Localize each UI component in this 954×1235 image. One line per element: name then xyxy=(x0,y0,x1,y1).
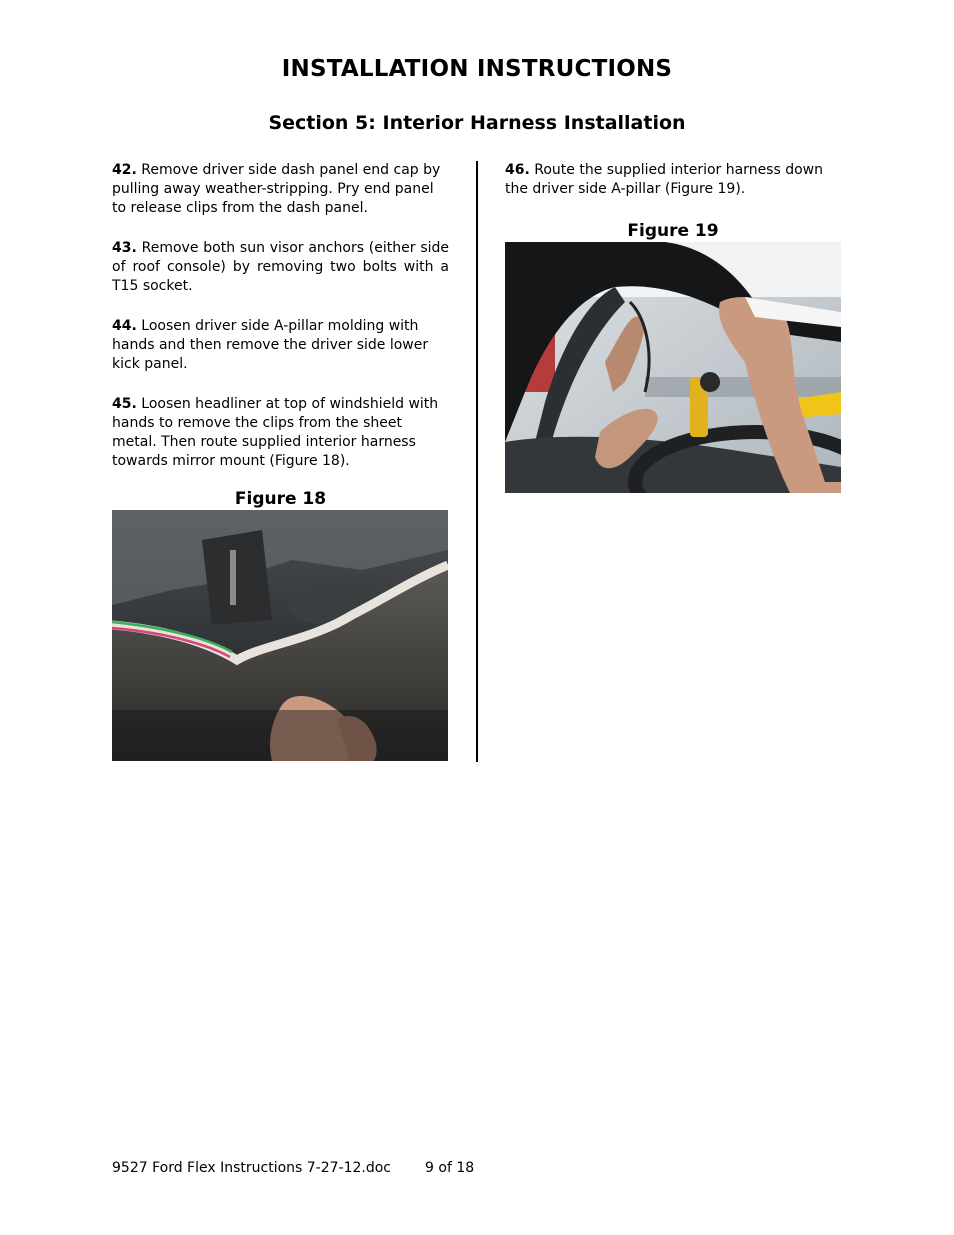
step-text: Loosen driver side A-pillar molding with hands and then remove the driver side lower kick panel. xyxy=(112,318,429,372)
column-divider xyxy=(476,161,478,762)
step-number: 42. xyxy=(112,162,137,178)
section-title: Section 5: Interior Harness Installation xyxy=(268,112,686,134)
page-title: INSTALLATION INSTRUCTIONS xyxy=(281,56,673,82)
figure-18-caption: Figure 18 xyxy=(234,489,327,509)
step-text: Remove both sun visor anchors (either side of roof console) by removing two bolts with a T15 socket. xyxy=(112,240,450,294)
figure-19-caption: Figure 19 xyxy=(627,221,719,241)
footer-document-name: 9527 Ford Flex Instructions 7-27-12.doc xyxy=(112,1160,392,1176)
step-45 xyxy=(112,395,449,471)
step-46 xyxy=(505,161,841,199)
right-column xyxy=(505,161,841,493)
step-43 xyxy=(112,239,449,296)
step-number: 46. xyxy=(505,162,530,178)
step-44 xyxy=(112,317,449,374)
step-text: Remove driver side dash panel end cap by pulling away weather-stripping. Pry end panel to release clips from the dash panel. xyxy=(112,162,441,216)
step-number: 44. xyxy=(112,318,137,334)
step-text: Route the supplied interior harness down the driver side A-pillar (Figure 19). xyxy=(505,162,823,197)
footer-page-number: 9 of 18 xyxy=(425,1160,475,1176)
step-number: 45. xyxy=(112,396,137,412)
step-number: 43. xyxy=(112,240,137,256)
step-42 xyxy=(112,161,449,218)
step-text: Loosen headliner at top of windshield with hands to remove the clips from the sheet metal. Then route supplied interior harness towards mirror mount (Figure 18). xyxy=(112,396,439,469)
page-footer xyxy=(112,1160,474,1176)
left-column xyxy=(112,161,449,761)
figure-18-photo xyxy=(112,510,448,761)
figure-19-photo xyxy=(505,242,841,493)
